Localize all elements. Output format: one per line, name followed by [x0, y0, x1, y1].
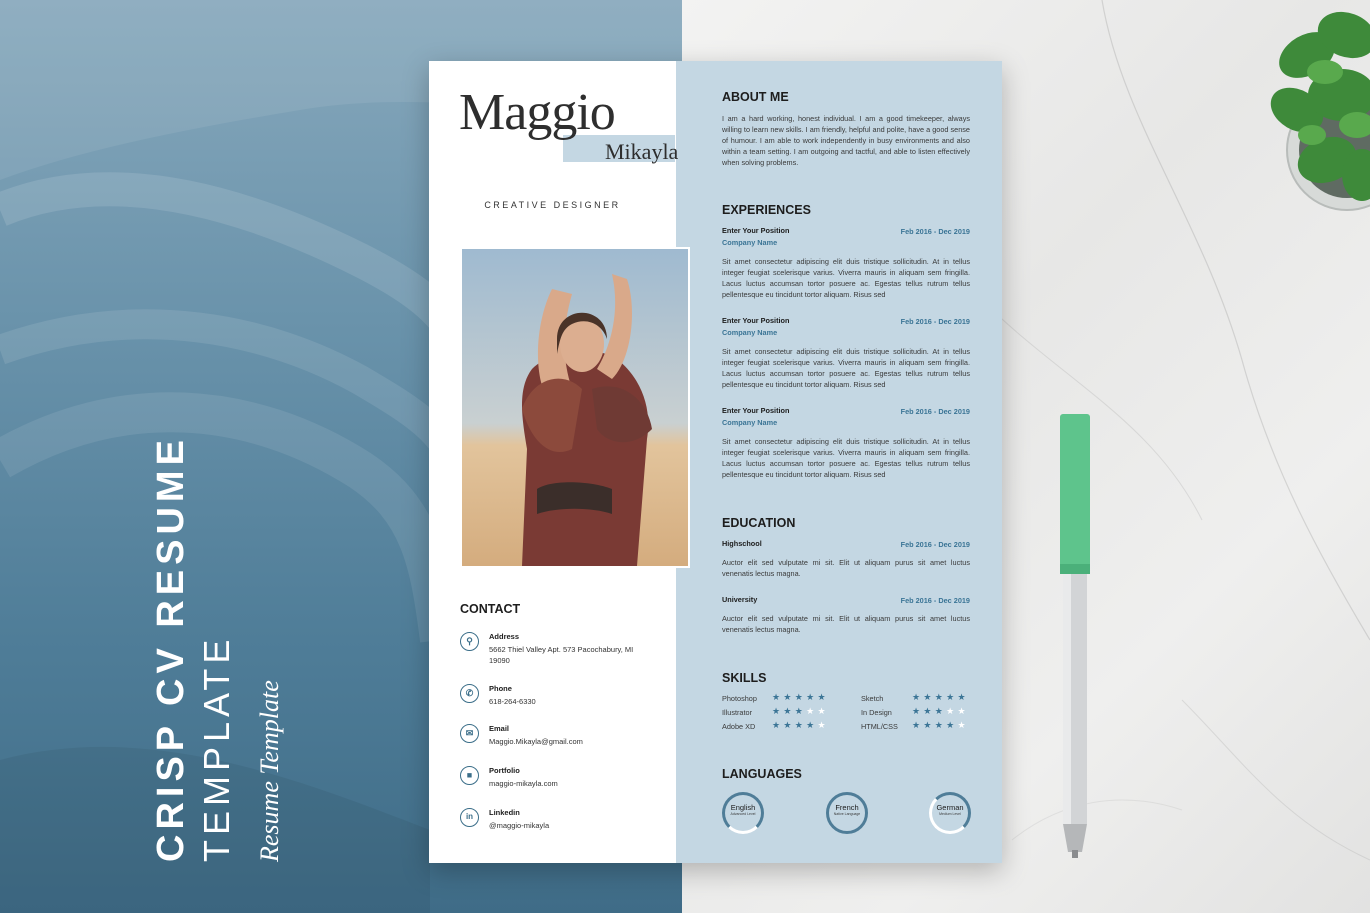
profile-photo: [462, 249, 688, 566]
about-heading: ABOUT ME: [722, 90, 789, 104]
contact-label: Email: [489, 724, 510, 733]
location-pin-icon: ⚲: [460, 632, 479, 651]
skill-rating-stars: [912, 706, 969, 717]
star-filled-icon: ★: [912, 720, 924, 730]
star-filled-icon: ★: [957, 692, 969, 702]
star-filled-icon: ★: [923, 720, 935, 730]
language-level: Advanced Level: [730, 812, 756, 816]
experience-company: Company Name: [722, 418, 778, 427]
star-filled-icon: ★: [794, 706, 807, 716]
pen-image: [1058, 414, 1092, 859]
email-icon: ✉: [460, 724, 479, 743]
star-filled-icon: ★: [946, 692, 958, 702]
language-name: French: [835, 803, 859, 812]
resume-sheet: [429, 61, 1002, 863]
contact-value[interactable]: maggio-mikayla.com: [489, 779, 558, 788]
contact-value[interactable]: 618-264-6330: [489, 697, 536, 706]
education-description: Auctor elit sed vulputate mi sit. Elit ut aliquam purus sit amet luctus venenatis lectus magna.: [722, 614, 970, 634]
briefcase-icon: ■: [460, 766, 479, 785]
star-empty-icon: ★: [946, 706, 958, 716]
skill-name: Adobe XD: [722, 722, 756, 731]
star-filled-icon: ★: [772, 706, 784, 716]
education-date: Feb 2016 - Dec 2019: [900, 596, 970, 605]
skill-rating-stars: [772, 692, 829, 703]
contact-label: Address: [489, 632, 520, 641]
education-school: Highschool: [722, 539, 762, 548]
star-filled-icon: ★: [794, 720, 807, 730]
contact-label: Phone: [489, 684, 512, 693]
experience-date: Feb 2016 - Dec 2019: [900, 227, 970, 236]
language-circle-french: [826, 792, 868, 834]
star-filled-icon: ★: [806, 720, 818, 730]
education-date: Feb 2016 - Dec 2019: [900, 540, 970, 549]
contact-value: 5662 Thiel Valley Apt. 573 Pacochabury, MI 19090: [489, 645, 634, 665]
star-filled-icon: ★: [946, 720, 958, 730]
star-empty-icon: ★: [806, 706, 818, 716]
skill-rating-stars: [912, 692, 969, 703]
experiences-heading: EXPERIENCES: [722, 203, 811, 217]
experience-date: Feb 2016 - Dec 2019: [900, 407, 970, 416]
star-filled-icon: ★: [923, 706, 935, 716]
language-level: Medium Level: [939, 812, 961, 816]
cover-tagline: Resume Template: [255, 680, 284, 862]
last-name: Mikayla: [605, 139, 679, 164]
skill-rating-stars: [772, 706, 829, 717]
star-filled-icon: ★: [806, 692, 818, 702]
star-filled-icon: ★: [772, 720, 784, 730]
experience-position: Enter Your Position: [722, 316, 790, 325]
star-empty-icon: ★: [817, 706, 829, 716]
experience-date: Feb 2016 - Dec 2019: [900, 317, 970, 326]
skill-name: Illustrator: [722, 708, 753, 717]
experience-position: Enter Your Position: [722, 406, 790, 415]
skill-rating-stars: [772, 720, 829, 731]
star-filled-icon: ★: [783, 720, 795, 730]
profile-photo-frame: [460, 247, 690, 568]
star-empty-icon: ★: [817, 720, 829, 730]
contact-label: Linkedin: [489, 808, 520, 817]
skill-name: Photoshop: [722, 694, 757, 703]
language-name: German: [936, 803, 964, 812]
language-circle-english: [722, 792, 764, 834]
language-name: English: [730, 803, 756, 812]
star-filled-icon: ★: [912, 692, 924, 702]
cover-title: CRISP CV RESUME: [150, 435, 192, 862]
language-level: Native Language: [833, 812, 861, 816]
education-heading: EDUCATION: [722, 516, 796, 530]
star-filled-icon: ★: [934, 692, 947, 702]
skills-heading: SKILLS: [722, 671, 767, 685]
education-school: University: [722, 595, 758, 604]
contact-value[interactable]: @maggio-mikayla: [489, 821, 550, 830]
contact-address: [460, 632, 670, 672]
star-filled-icon: ★: [794, 692, 807, 702]
skill-name: Sketch: [861, 694, 884, 703]
contact-email: [460, 724, 670, 764]
education-description: Auctor elit sed vulputate mi sit. Elit ut aliquam purus sit amet luctus venenatis lectus magna.: [722, 558, 970, 578]
language-circle-german: [929, 792, 971, 834]
star-filled-icon: ★: [934, 706, 947, 716]
experience-description: Sit amet consectetur adipiscing elit duis tristique sollicitudin. At in tellus integer feugiat scelerisque varius. Viverra mauris in aliquam sem fringilla. Lacus luctus accumsan tortor posuere ac. Egestas tellus rutrum tellus pellentesque eu tincidunt tortor aliquam. Risus sed: [722, 437, 970, 479]
experience-company: Company Name: [722, 238, 778, 247]
first-name: Maggio: [459, 84, 615, 141]
skill-name: HTML/CSS: [861, 722, 898, 731]
contact-portfolio: [460, 766, 670, 806]
phone-icon: ✆: [460, 684, 479, 703]
potted-plant-image: [1237, 0, 1370, 225]
star-filled-icon: ★: [923, 692, 935, 702]
contact-phone: [460, 684, 670, 724]
experience-description: Sit amet consectetur adipiscing elit duis tristique sollicitudin. At in tellus integer feugiat scelerisque varius. Viverra mauris in aliquam sem fringilla. Lacus luctus accumsan tortor posuere ac. Egestas tellus rutrum tellus pellentesque eu tincidunt tortor aliquam. Risus sed: [722, 257, 970, 299]
job-title: CREATIVE DESIGNER: [484, 200, 621, 210]
contact-value[interactable]: Maggio.Mikayla@gmail.com: [489, 737, 583, 746]
contact-linkedin: [460, 808, 670, 848]
skill-rating-stars: [912, 720, 969, 731]
languages-heading: LANGUAGES: [722, 767, 802, 781]
star-filled-icon: ★: [912, 706, 924, 716]
star-empty-icon: ★: [957, 706, 969, 716]
contact-heading: CONTACT: [460, 602, 521, 616]
star-filled-icon: ★: [772, 692, 784, 702]
star-filled-icon: ★: [783, 692, 795, 702]
skill-name: In Design: [861, 708, 892, 717]
about-text: I am a hard working, honest individual. I am a good timekeeper, always willing to learn new skills. I am friendly, helpful and polite, have a good sense of humour. I am able to work independently in busy environments and also within a team setting. I am outgoing and tactful, and able to listen effectively when solving problems.: [722, 114, 970, 167]
star-filled-icon: ★: [934, 720, 947, 730]
cover-subtitle: TEMPLATE: [196, 634, 237, 862]
star-empty-icon: ★: [957, 720, 969, 730]
experience-description: Sit amet consectetur adipiscing elit duis tristique sollicitudin. At in tellus integer feugiat scelerisque varius. Viverra mauris in aliquam sem fringilla. Lacus luctus accumsan tortor posuere ac. Egestas tellus rutrum tellus pellentesque eu tincidunt tortor aliquam. Risus sed: [722, 347, 970, 389]
contact-label: Portfolio: [489, 766, 520, 775]
star-filled-icon: ★: [817, 692, 829, 702]
experience-position: Enter Your Position: [722, 226, 790, 235]
star-filled-icon: ★: [783, 706, 795, 716]
linkedin-icon: in: [460, 808, 479, 827]
experience-company: Company Name: [722, 328, 778, 337]
